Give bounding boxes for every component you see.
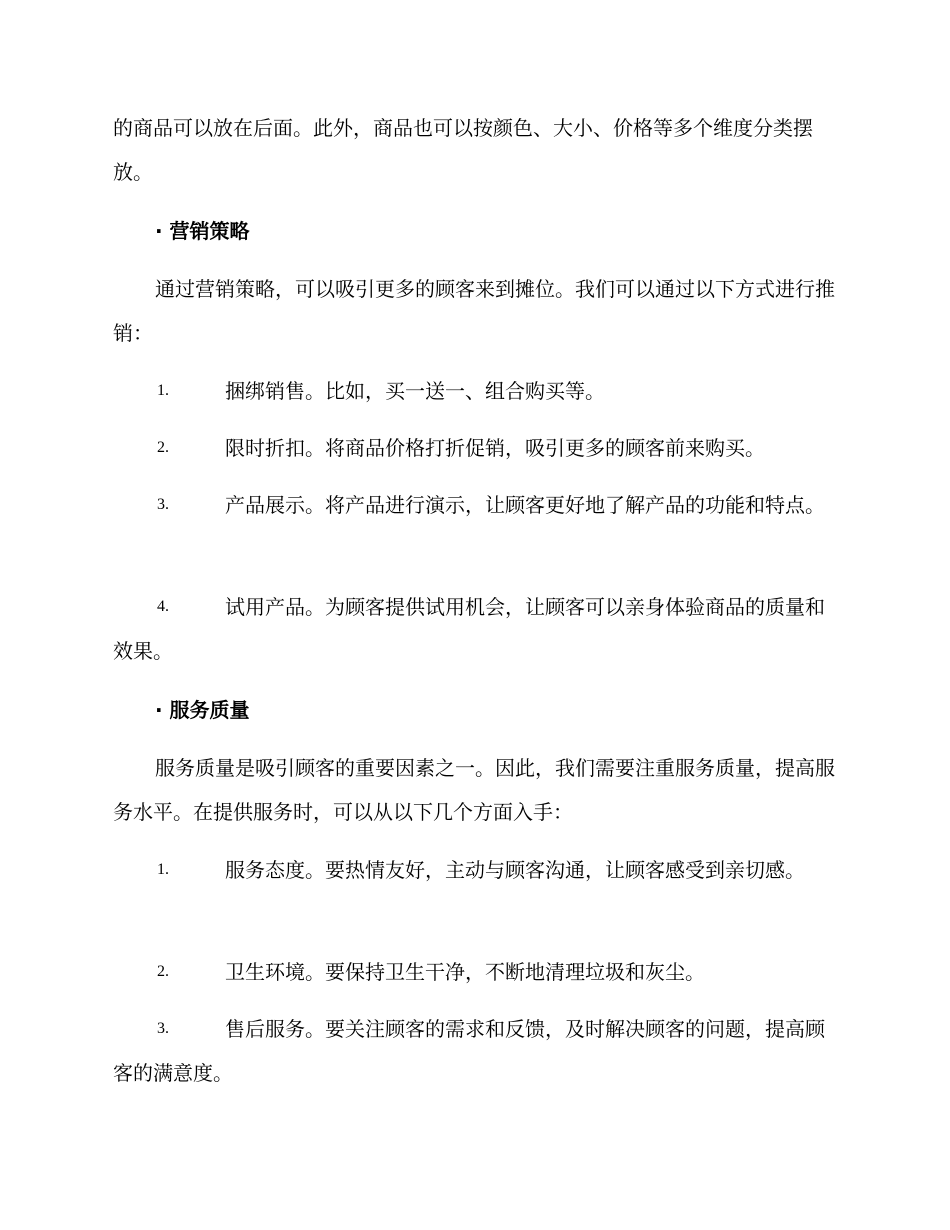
list-item — [113, 950, 843, 994]
list-item — [113, 1007, 843, 1095]
list-item-number: 1. — [157, 382, 169, 399]
list-item-text: 服务态度。要热情友好，主动与顾客沟通，让顾客感受到亲切感。 — [225, 858, 805, 882]
list-item-number: 4. — [157, 598, 169, 615]
section-paragraph-service: 服务质量是吸引顾客的重要因素之一。因此，我们需要注重服务质量，提高服务水平。在提供服务时，可以从以下几个方面入手： — [113, 756, 835, 824]
list-item-number: 1. — [157, 861, 169, 878]
list-item-number: 2. — [157, 439, 169, 456]
list-item-text: 限时折扣。将商品价格打折促销，吸引更多的顾客前来购买。 — [225, 436, 765, 460]
list-item — [113, 369, 843, 413]
list-item — [113, 848, 843, 892]
list-item-number: 2. — [157, 963, 169, 980]
section-paragraph-marketing: 通过营销策略，可以吸引更多的顾客来到摊位。我们可以通过以下方式进行推销： — [113, 277, 835, 345]
intro-paragraph: 的商品可以放在后面。此外，商品也可以按颜色、大小、价格等多个维度分类摆放。 — [113, 116, 813, 184]
list-item — [113, 483, 843, 527]
list-item-number: 3. — [157, 1020, 169, 1037]
list-item-text: 试用产品。为顾客提供试用机会，让顾客可以亲身体验商品的质量和效果。 — [113, 595, 825, 663]
list-item-text: 捆绑销售。比如，买一送一、组合购买等。 — [225, 379, 605, 403]
list-item-text: 售后服务。要关注顾客的需求和反馈，及时解决顾客的问题，提高顾客的满意度。 — [113, 1017, 825, 1085]
section-heading-service: · 服务质量 — [155, 698, 250, 722]
list-item-text: 卫生环境。要保持卫生干净，不断地清理垃圾和灰尘。 — [225, 960, 705, 984]
list-item-number: 3. — [157, 496, 169, 513]
list-item-text: 产品展示。将产品进行演示，让顾客更好地了解产品的功能和特点。 — [225, 493, 825, 517]
list-item — [113, 426, 843, 470]
list-item — [113, 585, 843, 673]
section-heading-marketing: · 营销策略 — [155, 219, 250, 243]
